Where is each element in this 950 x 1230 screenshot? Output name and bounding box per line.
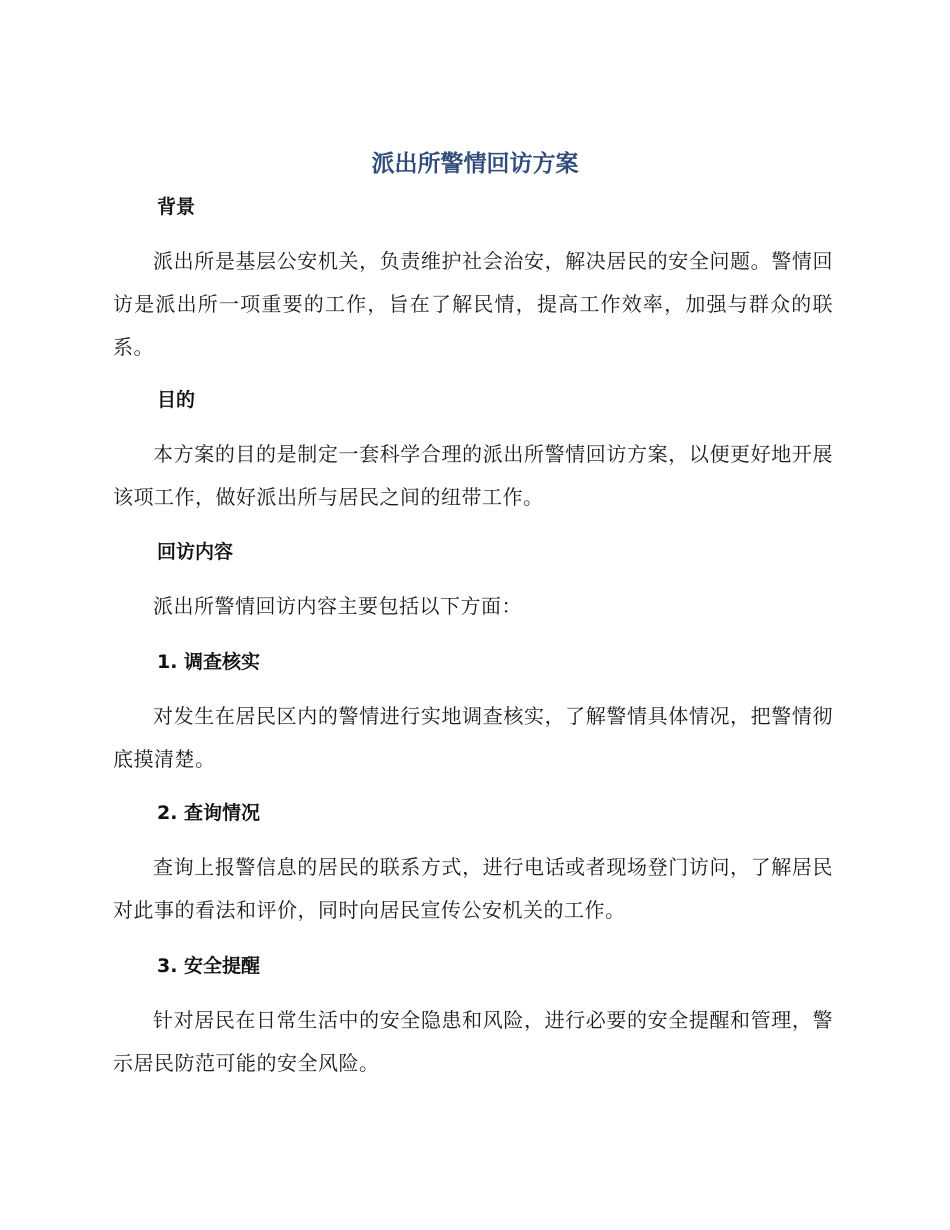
section-heading-investigate: 1. 调查核实 bbox=[157, 651, 261, 673]
section-body-safety: 针对居民在日常生活中的安全隐患和风险，进行必要的安全提醒和管理，警示居民防范可能的安全风险。 bbox=[113, 1008, 833, 1075]
section-heading-purpose: 目的 bbox=[157, 389, 196, 411]
section-heading-content: 回访内容 bbox=[157, 541, 234, 563]
section-body-background: 派出所是基层公安机关，负责维护社会治安，解决居民的安全问题。警情回访是派出所一项重要的工作，旨在了解民情，提高工作效率，加强与群众的联系。 bbox=[113, 249, 833, 359]
section-body-content: 派出所警情回访内容主要包括以下方面： bbox=[153, 594, 522, 618]
section-body-inquiry: 查询上报警信息的居民的联系方式，进行电话或者现场登门访问，了解居民对此事的看法和评价，同时向居民宣传公安机关的工作。 bbox=[113, 855, 833, 922]
section-heading-inquiry: 2. 查询情况 bbox=[157, 802, 261, 824]
section-heading-safety: 3. 安全提醒 bbox=[157, 955, 261, 977]
section-heading-background: 背景 bbox=[157, 196, 196, 218]
section-body-investigate: 对发生在居民区内的警情进行实地调查核实，了解警情具体情况，把警情彻底摸清楚。 bbox=[113, 704, 833, 771]
section-body-purpose: 本方案的目的是制定一套科学合理的派出所警情回访方案，以便更好地开展该项工作，做好派出所与居民之间的纽带工作。 bbox=[113, 442, 833, 509]
document-title: 派出所警情回访方案 bbox=[371, 151, 579, 177]
